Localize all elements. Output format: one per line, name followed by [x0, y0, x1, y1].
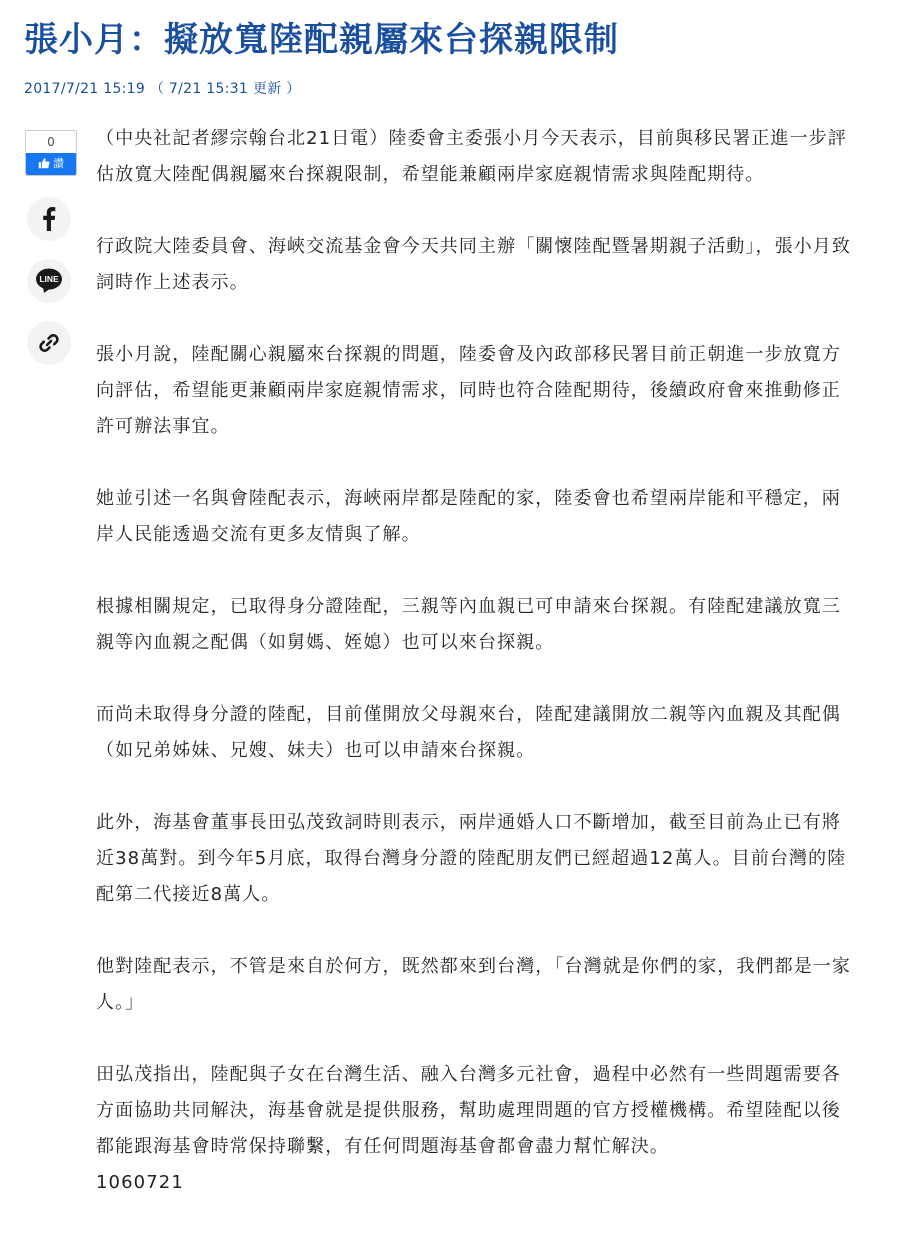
article-paragraph: 他對陸配表示，不管是來自於何方，既然都來到台灣，「台灣就是你們的家，我們都是一家人。」 [96, 956, 851, 1013]
article-paragraph: （中央社記者繆宗翰台北21日電）陸委會主委張小月今天表示，目前與移民署正進一步評估放寬大陸配偶親屬來台探親限制，希望能兼顧兩岸家庭親情需求與陸配期待。 [96, 128, 847, 185]
article-paragraph: 根據相關規定，已取得身分證陸配，三親等內血親已可申請來台探親。有陸配建議放寬三親等內血親之配偶（如舅媽、姪媳）也可以來台探親。 [96, 596, 841, 653]
like-label: 讚 [53, 157, 64, 170]
article-paragraph: 此外，海基會董事長田弘茂致詞時則表示，兩岸通婚人口不斷增加，截至目前為止已有將近38萬對。到今年5月底，取得台灣身分證的陸配朋友們已經超過12萬人。目前台灣的陸配第二代接近8萬人。 [96, 812, 847, 905]
link-icon [37, 331, 61, 355]
copy-link-button[interactable] [27, 321, 71, 365]
updated-time: （ 7/21 15:31 更新 ） [149, 81, 301, 97]
line-icon [35, 268, 63, 294]
article-paragraph: 而尚未取得身分證的陸配，目前僅開放父母親來台，陸配建議開放二親等內血親及其配偶（如兄弟姊妹、兄嫂、妹夫）也可以申請來台探親。 [96, 704, 841, 761]
like-button[interactable] [26, 153, 76, 175]
article-paragraph: 張小月說，陸配關心親屬來台探親的問題，陸委會及內政部移民署目前正朝進一步放寬方向評估，希望能更兼顧兩岸家庭親情需求，同時也符合陸配期待，後續政府會來推動修正許可辦法事宜。 [96, 344, 841, 437]
article-code: 1060721 [96, 1172, 184, 1193]
line-share-button[interactable] [27, 259, 71, 303]
published-time: 2017/7/21 15:19 [24, 81, 146, 97]
article-title: 張小月：擬放寬陸配親屬來台探親限制 [24, 20, 619, 60]
like-count: 0 [47, 135, 55, 149]
article-dateline [24, 78, 301, 98]
line-label: LINE [39, 274, 59, 285]
facebook-like-widget[interactable] [25, 130, 77, 176]
article-paragraph: 行政院大陸委員會、海峽交流基金會今天共同主辦「關懷陸配暨暑期親子活動」，張小月致詞時作上述表示。 [96, 236, 851, 293]
article-paragraph: 田弘茂指出，陸配與子女在台灣生活、融入台灣多元社會，過程中必然有一些問題需要各方面協助共同解決，海基會就是提供服務，幫助處理問題的官方授權機構。希望陸配以後都能跟海基會時常保持聯繫，有任何問題海基會都會盡力幫忙解決。 [96, 1064, 841, 1157]
article-body [96, 121, 856, 1237]
thumbs-up-icon [38, 157, 50, 169]
article-paragraph: 她並引述一名與會陸配表示，海峽兩岸都是陸配的家，陸委會也希望兩岸能和平穩定，兩岸人民能透過交流有更多友情與了解。 [96, 488, 841, 545]
facebook-share-button[interactable] [27, 197, 71, 241]
facebook-icon [42, 207, 56, 231]
